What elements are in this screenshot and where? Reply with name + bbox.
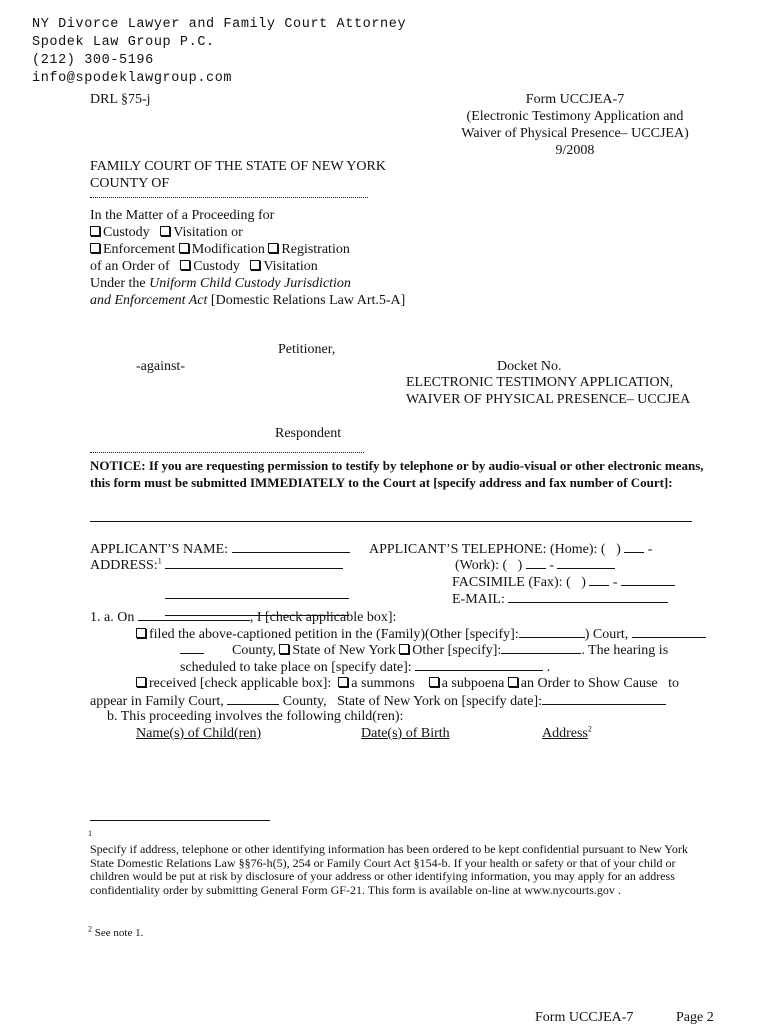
court-name-field[interactable] <box>632 625 706 638</box>
item-1a-row: 1. a. On , I [check applicable box]: <box>90 610 397 625</box>
notice-text: NOTICE: If you are requesting permission to testify by telephone or by audio-visual or other electronic means, this form must be submitted IMMEDIATELY to the Court at [specify address and fax number of Court]: <box>90 458 704 490</box>
petitioner-label: Petitioner, <box>278 342 336 357</box>
document-title-2: WAIVER OF PHYSICAL PRESENCE– UCCJEA <box>406 392 691 407</box>
applicant-telephone-row: APPLICANT’S TELEPHONE: (Home): ( ) - <box>369 542 653 557</box>
footer-page: Page 2 <box>676 1010 714 1025</box>
item-1b: b. This proceeding involves the following child(ren): <box>107 709 404 724</box>
county-label: COUNTY OF <box>90 176 170 191</box>
home-phone-field[interactable] <box>624 540 644 553</box>
email-field[interactable] <box>508 590 668 603</box>
applicant-address-row: ADDRESS:$^1$ <box>90 556 343 574</box>
modification-checkbox[interactable] <box>179 243 189 253</box>
respondent-dotted-line[interactable] <box>90 452 364 453</box>
matter-line-4: of an Order of Custody Visitation <box>90 259 318 274</box>
against-label: -against- <box>136 359 185 374</box>
col-child-name: Name(s) of Child(ren) <box>136 726 262 741</box>
col-dob: Date(s) of Birth <box>361 726 450 741</box>
footnote-2: $^2$ See note 1. <box>88 924 144 939</box>
fax-row: FACSIMILE (Fax): ( ) - <box>452 573 675 591</box>
form-desc-2: Waiver of Physical Presence– UCCJEA) <box>461 126 689 141</box>
matter-line-5: Under the Uniform Child Custody Jurisdiction <box>90 276 351 291</box>
other-checkbox[interactable] <box>399 644 409 654</box>
document-title-1: ELECTRONIC TESTIMONY APPLICATION, <box>406 375 674 390</box>
matter-line-2: Custody Visitation or <box>90 224 243 241</box>
docket-label: Docket No. <box>497 359 562 374</box>
registration-checkbox[interactable] <box>268 243 278 253</box>
appear-row: appear in Family Court, County, State of New York on [specify date]: <box>90 692 666 710</box>
form-info <box>440 91 710 159</box>
matter-line-6: and Enforcement Act [Domestic Relations Law Art.5-A] <box>90 293 406 308</box>
scheduled-row: scheduled to take place on [specify date]: . <box>180 660 551 675</box>
filing-date-field[interactable] <box>138 608 250 621</box>
fax-field-1[interactable] <box>589 573 609 586</box>
filed-row: filed the above-captioned petition in the (Family)(Other [specify]: ) Court, <box>136 625 706 643</box>
letterhead-line-1: NY Divorce Lawyer and Family Court Attorney <box>32 17 407 32</box>
col-address: Address$^2$ <box>542 724 592 741</box>
order-custody-checkbox[interactable] <box>180 260 190 270</box>
footer-form: Form UCCJEA-7 <box>535 1010 634 1025</box>
work-phone-field-1[interactable] <box>526 556 546 569</box>
address-field-1[interactable] <box>165 556 343 569</box>
county-row: County, State of New York Other [specify]: . The hearing is <box>180 641 668 659</box>
applicant-name-field[interactable] <box>232 540 350 553</box>
footnote-1-mark: 1 <box>88 829 92 838</box>
summons-checkbox[interactable] <box>338 677 348 687</box>
matter-line-1: In the Matter of a Proceeding for <box>90 208 275 223</box>
respondent-label: Respondent <box>275 426 342 441</box>
address-field-2[interactable] <box>165 586 349 604</box>
form-desc-1: (Electronic Testimony Application and <box>466 109 684 124</box>
filed-checkbox[interactable] <box>136 628 146 638</box>
letterhead-email: info@spodeklawgroup.com <box>32 71 233 86</box>
applicant-name-row: APPLICANT’S NAME: <box>90 540 350 558</box>
fax-field-2[interactable] <box>621 573 675 586</box>
visitation-checkbox[interactable] <box>160 226 170 236</box>
drl-reference: DRL §75-j <box>90 92 151 107</box>
enforcement-checkbox[interactable] <box>90 243 100 253</box>
work-telephone-row: (Work): ( ) - <box>455 556 615 574</box>
custody-checkbox[interactable] <box>90 226 100 236</box>
hearing-date-field[interactable] <box>415 658 543 671</box>
appear-county-field[interactable] <box>227 692 279 705</box>
form-date: 9/2008 <box>555 143 595 158</box>
children-columns <box>136 725 450 742</box>
received-row: received [check applicable box]: a summons a subpoena an Order to Show Cause to <box>136 675 679 692</box>
letterhead-line-2: Spodek Law Group P.C. <box>32 35 215 50</box>
state-ny-checkbox[interactable] <box>279 644 289 654</box>
subpoena-checkbox[interactable] <box>429 677 439 687</box>
court-name: FAMILY COURT OF THE STATE OF NEW YORK <box>90 159 386 174</box>
form-number: Form UCCJEA-7 <box>525 92 625 107</box>
appear-date-field[interactable] <box>542 692 666 705</box>
county-dotted-line[interactable] <box>90 197 368 198</box>
work-phone-field-2[interactable] <box>557 556 615 569</box>
email-row: E-MAIL: <box>452 590 668 608</box>
osc-checkbox[interactable] <box>508 677 518 687</box>
order-visitation-checkbox[interactable] <box>250 260 260 270</box>
letterhead-line-3: (212) 300-5196 <box>32 53 154 68</box>
other-court-field[interactable] <box>519 625 585 638</box>
received-checkbox[interactable] <box>136 677 146 687</box>
other-specify-field[interactable] <box>501 641 581 654</box>
notice-underline[interactable] <box>90 521 692 522</box>
footnote-separator <box>90 820 270 821</box>
county-field[interactable] <box>180 641 204 654</box>
matter-line-3: Enforcement Modification Registration <box>90 241 350 258</box>
footnote-1: Specify if address, telephone or other identifying information has been ordered to be kept confidential pursuant to New York State Domestic Relations Law §§76-h(5), 254 or Family Court Act §154-b. If your health or safety or that of your child or children would be put at risk by disclosure of your address or other identifying information, you may apply for an address confidentiality order by submitting General Form GF-21. This form is available on-line at www.nycourts.gov . <box>90 842 688 897</box>
